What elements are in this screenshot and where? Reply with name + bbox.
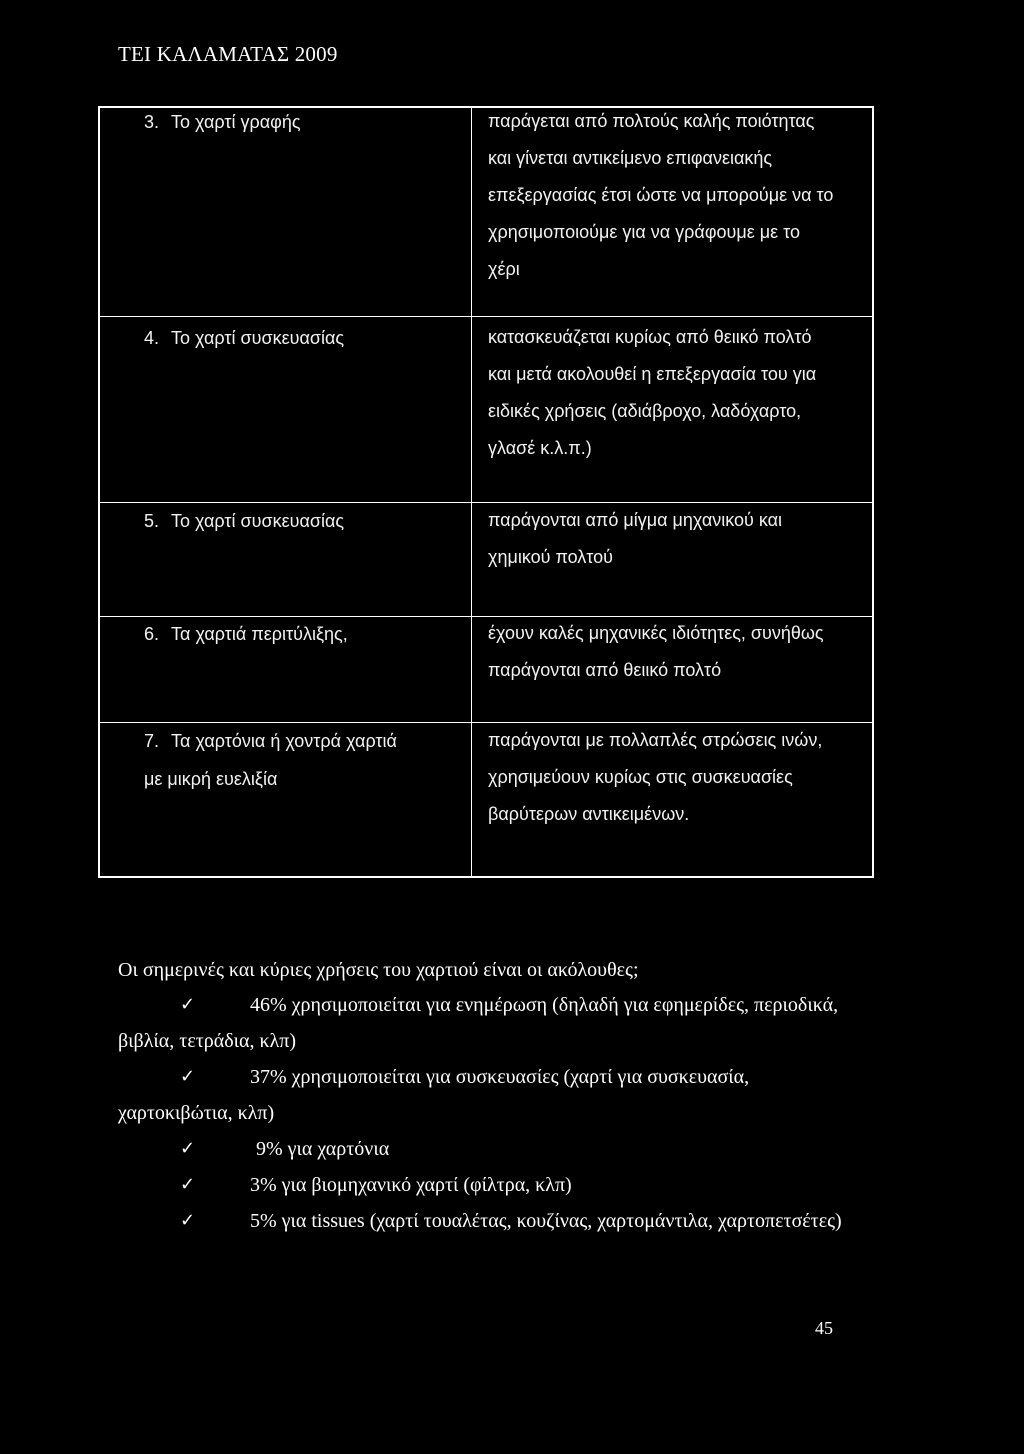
row-name xyxy=(144,103,454,141)
desc-line: παράγονται από θειικό πολτό xyxy=(488,660,722,680)
desc-line: χρησιμοποιούμε για να γράφουμε με το xyxy=(488,222,801,242)
row-description xyxy=(488,502,846,576)
row-number: 4. xyxy=(144,328,160,348)
row-name xyxy=(144,319,454,357)
desc-line: γλασέ κ.λ.π.) xyxy=(488,438,592,458)
desc-line: παράγονται με πολλαπλές στρώσεις ινών, xyxy=(488,730,823,750)
page-header: ΤΕΙ ΚΑΛΑΜΑΤΑΣ 2009 xyxy=(118,42,338,66)
checkmark-icon: ✓ xyxy=(180,1066,196,1087)
list-item-text: 9% για χαρτόνια xyxy=(256,1138,390,1160)
desc-line: επεξεργασίας έτσι ώστε να μπορούμε να το xyxy=(488,185,834,205)
row-name-text: Τα χαρτιά περιτύλιξης, xyxy=(171,624,348,644)
checkmark-icon: ✓ xyxy=(180,1174,196,1195)
row-description xyxy=(488,319,846,467)
paper-types-table xyxy=(98,106,874,878)
checkmark-icon: ✓ xyxy=(180,1210,196,1231)
row-name-text: Το χαρτί γραφής xyxy=(171,112,301,132)
desc-line: και μετά ακολουθεί η επεξεργασία του για xyxy=(488,364,817,384)
checkmark-icon: ✓ xyxy=(180,1138,196,1159)
row-number: 7. xyxy=(144,731,160,751)
desc-line: βαρύτερων αντικειμένων. xyxy=(488,804,690,824)
list-item-continuation: χαρτοκιβώτια, κλπ) xyxy=(118,1102,275,1124)
row-description xyxy=(488,615,846,689)
desc-line: παράγονται από μίγμα μηχανικού και xyxy=(488,510,783,530)
table-row xyxy=(100,316,872,503)
row-name xyxy=(144,615,454,653)
checkmark-icon: ✓ xyxy=(180,994,196,1015)
desc-line: χρησιμεύουν κυρίως στις συσκευασίες xyxy=(488,767,793,787)
row-name-text: Τα χαρτόνια ή χοντρά χαρτιά xyxy=(171,731,397,751)
desc-line: παράγεται από πολτούς καλής ποιότητας xyxy=(488,111,815,131)
row-description xyxy=(488,722,846,833)
row-number: 3. xyxy=(144,112,160,132)
row-name-text: Το χαρτί συσκευασίας xyxy=(171,328,345,348)
table-row xyxy=(100,502,872,617)
table-row xyxy=(100,616,872,723)
row-name xyxy=(144,502,454,540)
desc-line: χέρι xyxy=(488,259,520,279)
list-item-text: 37% χρησιμοποιείται για συσκευασίες (χαρτί για συσκευασία, xyxy=(250,1066,750,1088)
desc-line: χημικού πολτού xyxy=(488,547,614,567)
row-number: 6. xyxy=(144,624,160,644)
row-number: 5. xyxy=(144,511,160,531)
list-item-text: 46% χρησιμοποιείται για ενημέρωση (δηλαδή για εφημερίδες, περιοδικά, xyxy=(250,994,839,1016)
table-row xyxy=(100,108,872,317)
list-item-text: 3% για βιομηχανικό χαρτί (φίλτρα, κλπ) xyxy=(250,1174,572,1196)
table-row xyxy=(100,722,872,876)
desc-line: και γίνεται αντικείμενο επιφανειακής xyxy=(488,148,773,168)
page-number: 45 xyxy=(815,1318,833,1338)
list-item-continuation: βιβλία, τετράδια, κλπ) xyxy=(118,1030,297,1052)
row-name-text: με μικρή ευελιξία xyxy=(144,769,278,789)
list-item-text: 5% για tissues (χαρτί τουαλέτας, κουζίνας, χαρτομάντιλα, χαρτοπετσέτες) xyxy=(250,1210,842,1232)
row-name xyxy=(144,722,454,798)
row-name-text: Το χαρτί συσκευασίας xyxy=(171,511,345,531)
desc-line: κατασκευάζεται κυρίως από θειικό πολτό xyxy=(488,327,812,347)
uses-intro: Οι σημερινές και κύριες χρήσεις του χαρτιού είναι οι ακόλουθες; xyxy=(118,959,639,981)
desc-line: έχουν καλές μηχανικές ιδιότητες, συνήθως xyxy=(488,623,824,643)
desc-line: ειδικές χρήσεις (αδιάβροχο, λαδόχαρτο, xyxy=(488,401,802,421)
row-description xyxy=(488,103,846,288)
